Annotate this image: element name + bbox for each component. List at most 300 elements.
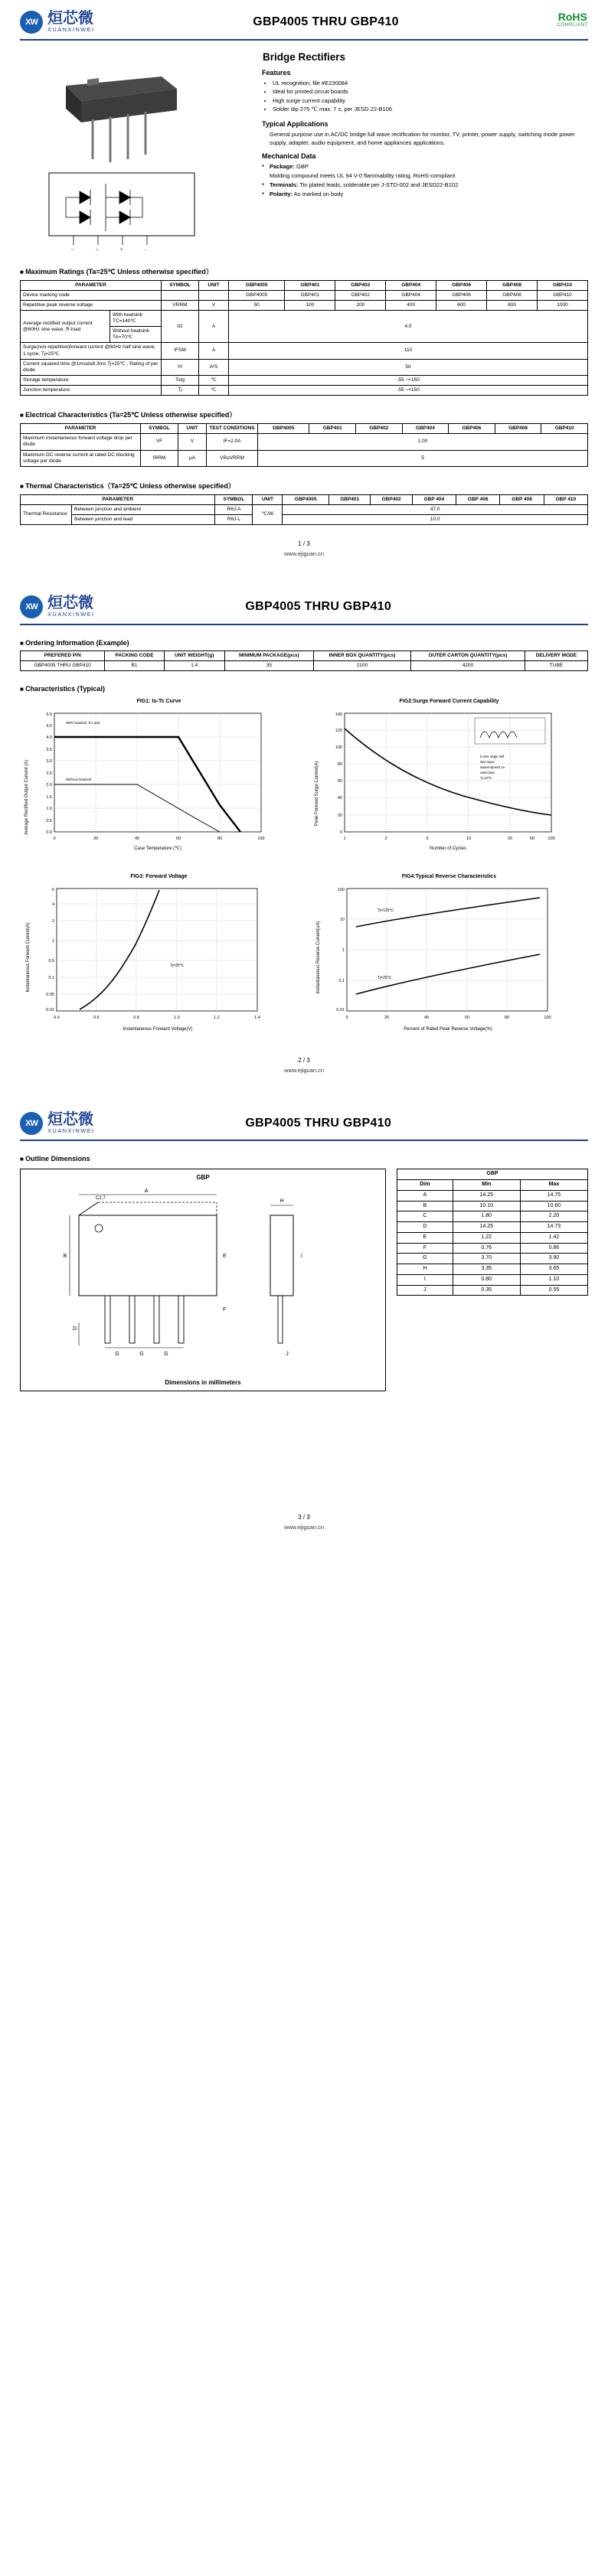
svg-text:100: 100 — [544, 1015, 551, 1020]
cell-param: Current squared time @1ms≤t≤8.3ms Tj=25℃ , Rating of per diode — [21, 359, 162, 375]
cell-param: Repetitive peak reverse voltage — [21, 300, 162, 310]
cell-dim: G — [397, 1254, 453, 1264]
col-gbp408: GBP 408 — [500, 494, 544, 504]
cell-value: 4200 — [410, 660, 525, 670]
cell-symbol: Tstg — [162, 375, 199, 385]
cell-value: 600 — [436, 300, 487, 310]
brand-logo — [20, 1112, 95, 1136]
page-header — [20, 11, 588, 41]
cell-param: Junction temperature — [21, 386, 162, 396]
col-gbp406: GBP 406 — [456, 494, 500, 504]
cell-max: 2.20 — [520, 1211, 587, 1222]
mech-key: Polarity: — [270, 191, 293, 198]
svg-text:0.01: 0.01 — [46, 1007, 54, 1012]
dim-label-G: G — [139, 1352, 144, 1358]
cell-subcond: Without heatsink TA=70℃ — [110, 327, 162, 343]
page-number: 3 / 3 — [298, 1514, 310, 1521]
svg-text:20: 20 — [507, 836, 513, 841]
svg-text:2: 2 — [384, 836, 387, 841]
col-gbp4005: GBP4005 — [229, 280, 285, 290]
svg-text:0.6: 0.6 — [93, 1015, 100, 1020]
cell-value: 5 — [258, 450, 588, 466]
cell-value: 110 — [229, 343, 588, 359]
package-3d-drawing — [20, 69, 242, 168]
svg-text:80: 80 — [504, 1015, 510, 1020]
svg-text:0: 0 — [339, 830, 342, 835]
page-number: 2 / 3 — [298, 1056, 310, 1064]
x-tick-labels — [53, 836, 264, 841]
page-number: 1 / 3 — [298, 540, 310, 548]
table-row — [21, 515, 588, 525]
col-gbp404: GBP404 — [402, 424, 449, 434]
svg-text:5.0: 5.0 — [46, 712, 52, 717]
cell-value: 400 — [386, 300, 436, 310]
list-item: • Ideal for printed circuit boards — [273, 87, 588, 96]
col-gbp408: GBP408 — [487, 280, 538, 290]
svg-text:50: 50 — [529, 836, 535, 841]
svg-text:1: 1 — [51, 938, 54, 944]
chart-note: With heatsink, R-Load — [66, 720, 100, 725]
mech-val: GBP — [294, 162, 309, 170]
chart-note: Tj=25℃ — [170, 963, 185, 968]
pin-label: ~ — [71, 247, 74, 253]
page-gap — [0, 565, 608, 585]
y-tick-labels — [335, 712, 342, 835]
table-row — [21, 310, 588, 326]
cell-unit — [199, 290, 229, 300]
package-label: GBP — [196, 1174, 210, 1182]
cell-symbol: IFSM — [162, 343, 199, 359]
dim-label-F: F — [223, 1307, 227, 1313]
cell-max: 14.75 — [520, 1190, 587, 1201]
cell-unit: ℃/W — [253, 504, 283, 524]
brand-name-en: XUANXINWEI — [47, 611, 95, 618]
cell-value: GBP406 — [436, 290, 487, 300]
table-header-row — [397, 1180, 588, 1191]
dim-label-A: A — [144, 1189, 149, 1195]
col-gbp404: GBP404 — [386, 280, 436, 290]
svg-text:0.1: 0.1 — [48, 975, 54, 980]
cell-max: 3.65 — [520, 1264, 587, 1275]
svg-text:80: 80 — [217, 836, 223, 841]
col-gbp401: GBP401 — [309, 424, 356, 434]
chart-fig4-svg — [310, 881, 570, 1042]
y-axis-label: Instantaneous Reverse Current(uA) — [316, 921, 321, 994]
svg-text:100: 100 — [337, 887, 345, 892]
cell-max: 0.55 — [520, 1285, 587, 1296]
col-prefered-pn: PREFERED P/N — [21, 651, 105, 660]
cell-symbol: VF — [141, 434, 178, 450]
x-axis-label: Instantaneous Forward Voltage(V) — [123, 1026, 193, 1032]
svg-text:100: 100 — [257, 836, 265, 841]
x-tick-labels — [343, 836, 554, 841]
chart-note: sine-wave — [480, 759, 495, 764]
mechanical-title: Mechanical Data — [262, 152, 316, 160]
table-row — [21, 504, 588, 514]
logo-mark-icon: XW — [20, 595, 43, 618]
list-item: • Solder dip 275 ℃ max. 7 s, per JESD 22-B106 — [273, 105, 588, 114]
cell-dim: I — [397, 1274, 453, 1285]
list-item: • High surge current capability — [273, 96, 588, 106]
page-1 — [0, 0, 608, 565]
col-max: Max — [520, 1180, 587, 1191]
col-gbp406: GBP406 — [449, 424, 495, 434]
dimensions-table-wrap — [397, 1169, 588, 1391]
y-tick-labels — [46, 888, 54, 1012]
cell-value: 4.0 — [229, 310, 588, 343]
table-row — [21, 375, 588, 385]
electrical-title: ■ Electrical Characteristics (Ta=25℃ Unless otherwise specified） — [20, 409, 588, 419]
col-unit: UNIT — [253, 494, 283, 504]
chart-fig2 — [310, 699, 588, 859]
cell-min: 3.70 — [453, 1254, 520, 1264]
features-title: Features — [262, 68, 291, 77]
dim-label-J: J — [286, 1352, 289, 1358]
y-tick-labels — [46, 712, 52, 835]
svg-text:0.0: 0.0 — [46, 830, 52, 835]
footer-url: www.ejiguan.cn — [283, 1066, 325, 1074]
cell-max: 14.73 — [520, 1222, 587, 1233]
rohs-badge — [557, 11, 588, 28]
table-row — [397, 1201, 588, 1211]
table-row — [21, 359, 588, 375]
page-gap — [0, 1081, 608, 1101]
svg-text:60: 60 — [464, 1015, 470, 1020]
cell-min: 14.25 — [453, 1190, 520, 1201]
rohs-label: RoHS — [557, 11, 587, 23]
cell-unit: A — [199, 310, 229, 343]
col-gbp401: GBP401 — [329, 494, 370, 504]
svg-text:1.2: 1.2 — [214, 1015, 220, 1020]
cell-min: 1.80 — [453, 1211, 520, 1222]
dim-label-G: G — [164, 1352, 168, 1358]
cell-symbol: I²t — [162, 359, 199, 375]
cell-value: 10.0 — [283, 515, 588, 525]
cell-unit: μA — [178, 450, 207, 466]
cell-dim: J — [397, 1285, 453, 1296]
page-2 — [0, 585, 608, 1081]
cell-value: GBP404 — [386, 290, 436, 300]
cell-max: 0.86 — [520, 1243, 587, 1254]
cell-dim: F — [397, 1243, 453, 1254]
svg-text:4: 4 — [51, 902, 54, 907]
chart-note: Tj=25℃ — [378, 975, 392, 980]
svg-text:4.5: 4.5 — [46, 723, 52, 729]
brand-name-cn: 烜芯微 — [47, 10, 93, 27]
cell-max: 10.60 — [520, 1201, 587, 1211]
chart-fig2-svg — [310, 706, 570, 859]
svg-text:40: 40 — [337, 795, 342, 801]
col-symbol: SYMBOL — [141, 424, 178, 434]
cell-dim: E — [397, 1232, 453, 1243]
svg-text:0: 0 — [53, 836, 56, 841]
cell-symbol: Tj — [162, 386, 199, 396]
cell-value: 200 — [335, 300, 386, 310]
cell-value: 50 — [229, 359, 588, 375]
cell-value: B1 — [105, 660, 164, 670]
svg-text:2.5: 2.5 — [46, 771, 52, 776]
mech-val: Tin plated leads, solderable per J-STD-002 and JESD22-B102 — [298, 181, 459, 188]
dim-label-H: H — [279, 1198, 284, 1205]
svg-text:40: 40 — [134, 836, 140, 841]
col-parameter: PARAMETER — [21, 494, 215, 504]
list-item — [262, 162, 588, 171]
cell-subcond: With heatsink TC=140℃ — [110, 310, 162, 326]
x-tick-labels — [54, 1016, 260, 1020]
brand-name-cn: 烜芯微 — [47, 1110, 93, 1128]
y-axis-label: Instantaneous Forward Current(A) — [26, 922, 31, 993]
svg-text:60: 60 — [337, 778, 342, 784]
svg-text:2: 2 — [51, 918, 54, 924]
svg-text:1.0: 1.0 — [174, 1015, 180, 1020]
pin-label: + — [120, 247, 123, 253]
svg-text:10: 10 — [339, 917, 345, 922]
svg-text:0.4: 0.4 — [54, 1015, 60, 1020]
y-tick-labels — [336, 888, 345, 1012]
col-gbp4005: GBP4005 — [258, 424, 309, 434]
cell-value: -55 ~+150 — [229, 375, 588, 385]
table-header-row — [21, 494, 588, 504]
table-row — [21, 660, 588, 670]
dim-label-D: D — [73, 1326, 77, 1332]
chart-note: Tj=25℃ — [480, 775, 492, 780]
cell-value: 800 — [487, 300, 538, 310]
cell-max: 1.42 — [520, 1232, 587, 1243]
cell-min: 14.25 — [453, 1222, 520, 1233]
col-packing-code: PACKING CODE — [105, 651, 164, 660]
cell-unit: A — [199, 343, 229, 359]
max-ratings-title: ■ Maximum Ratings (Ta=25℃ Unless otherwise specified） — [20, 266, 588, 276]
cell-value: GBP402 — [335, 290, 386, 300]
page-title: GBP4005 THRU GBP410 — [245, 600, 392, 614]
table-header-row — [21, 651, 588, 660]
col-min: Min — [453, 1180, 520, 1191]
svg-text:100: 100 — [335, 745, 342, 750]
cell-value: 1000 — [537, 300, 587, 310]
svg-text:80: 80 — [337, 761, 342, 767]
intro-columns — [20, 69, 588, 253]
cell-condition: IF=2.0A — [207, 434, 258, 450]
brand-name-en: XUANXINWEI — [47, 26, 95, 33]
table-row — [21, 300, 588, 310]
page-title: GBP4005 THRU GBP410 — [253, 15, 399, 28]
dim-label-C27: C2.7 — [96, 1196, 106, 1202]
cell-unit: ℃ — [199, 386, 229, 396]
page-title: GBP4005 THRU GBP410 — [245, 1116, 392, 1130]
dim-label-I: I — [301, 1254, 302, 1260]
logo-mark-icon: XW — [20, 11, 43, 34]
table-row — [397, 1211, 588, 1222]
cell-dim: A — [397, 1190, 453, 1201]
cell-param: Device marking code — [21, 290, 162, 300]
table-row — [397, 1274, 588, 1285]
svg-text:0.5: 0.5 — [48, 958, 54, 964]
chart-caption: FIG1: Io-Tc Curve — [136, 698, 181, 704]
cell-condition: VR≤VRRM — [207, 450, 258, 466]
table-header-row — [21, 424, 588, 434]
cell-dim: C — [397, 1211, 453, 1222]
dim-label-G: G — [115, 1352, 119, 1358]
col-gbp402: GBP402 — [371, 494, 412, 504]
cell-min: 0.80 — [453, 1274, 520, 1285]
chart-fig1 — [20, 699, 298, 859]
list-item: • UL recognition, file #E230084 — [273, 79, 588, 88]
cell-symbol: RθJ-A — [215, 504, 253, 514]
col-parameter: PARAMETER — [21, 280, 162, 290]
cell-value: 35 — [224, 660, 313, 670]
cell-min: 10.10 — [453, 1201, 520, 1211]
svg-text:20: 20 — [93, 836, 99, 841]
ordering-title: ■ Ordering Information (Example) — [20, 639, 588, 647]
cell-value: GBP4005 THRU GBP410 — [21, 660, 105, 670]
mech-key: Package: — [270, 162, 295, 170]
cell-symbol: IO — [162, 310, 199, 343]
applications-title: Typical Applications — [262, 120, 329, 128]
col-inner-box: INNER BOX QUANTITY(pcs) — [313, 651, 410, 660]
table-row — [21, 290, 588, 300]
list-item — [262, 190, 588, 198]
ordering-table — [20, 651, 588, 671]
brand-name-en: XUANXINWEI — [47, 1127, 95, 1134]
svg-text:6: 6 — [51, 887, 54, 892]
svg-text:0.01: 0.01 — [336, 1007, 345, 1012]
chart-note: Without heatsink — [66, 777, 92, 781]
x-axis-label: Number of Cycles — [430, 846, 466, 851]
package-illustrations — [20, 69, 250, 253]
table-row — [21, 434, 588, 450]
cell-value: GBP4005 — [229, 290, 285, 300]
svg-text:20: 20 — [337, 813, 342, 818]
chart-fig4 — [310, 874, 588, 1042]
cell-min: 3.35 — [453, 1264, 520, 1275]
features-list — [262, 79, 588, 115]
svg-text:5: 5 — [426, 836, 429, 841]
charts-row-2 — [20, 874, 588, 1042]
table-row — [397, 1232, 588, 1243]
mech-key: Terminals: — [270, 181, 299, 188]
footer-url: www.ejiguan.cn — [283, 550, 325, 558]
applications-text: General purpose use in AC/DC bridge full wave rectification for monitor, TV, printer, power supply, switching mode power supply, adapter, audio equipment, and home appliances applications. — [270, 131, 575, 147]
drawing-caption: Dimensions in millimeters — [165, 1379, 241, 1387]
col-group: GBP — [397, 1169, 588, 1180]
cell-symbol — [162, 290, 199, 300]
table-row — [397, 1243, 588, 1254]
svg-text:0.05: 0.05 — [46, 992, 54, 997]
chart-note: Tj=125℃ — [378, 908, 394, 913]
cell-dim: D — [397, 1222, 453, 1233]
dim-label-B: B — [63, 1254, 67, 1260]
outline-drawing — [20, 1169, 386, 1391]
chart-caption: FIG2:Surge Forward Current Capability — [399, 698, 499, 704]
cell-value: GBP408 — [487, 290, 538, 300]
svg-text:3.0: 3.0 — [46, 758, 52, 764]
max-ratings-table — [20, 280, 588, 396]
svg-text:60: 60 — [175, 836, 181, 841]
cell-unit: A²S — [199, 359, 229, 375]
col-gbp410: GBP410 — [541, 424, 588, 434]
col-gbp408: GBP408 — [495, 424, 541, 434]
cell-min: 0.35 — [453, 1285, 520, 1296]
cell-value: 100 — [285, 300, 335, 310]
cell-value: GBP410 — [537, 290, 587, 300]
svg-text:1: 1 — [342, 947, 345, 953]
x-tick-labels — [345, 1016, 551, 1020]
col-gbp402: GBP402 — [335, 280, 386, 290]
svg-text:0: 0 — [345, 1015, 348, 1020]
chart-caption: FIG4:Typical Reverse Characteristics — [401, 873, 497, 879]
page-header — [20, 595, 588, 625]
pin-label: - — [145, 247, 146, 253]
svg-text:40: 40 — [423, 1015, 430, 1020]
svg-text:3.5: 3.5 — [46, 747, 52, 752]
cell-max: 1.10 — [520, 1274, 587, 1285]
col-symbol: SYMBOL — [215, 494, 253, 504]
table-header-row — [21, 280, 588, 290]
svg-text:10: 10 — [466, 836, 472, 841]
svg-text:2.0: 2.0 — [46, 782, 52, 787]
charts-row-1 — [20, 699, 588, 859]
cell-dim: B — [397, 1201, 453, 1211]
cell-min: 0.76 — [453, 1243, 520, 1254]
chart-caption: FIG3: Forward Voltage — [130, 873, 188, 879]
page-3 — [0, 1101, 608, 1539]
chart-fig3 — [20, 874, 298, 1042]
svg-text:0.1: 0.1 — [338, 978, 345, 983]
chart-fig1-svg — [20, 706, 280, 859]
svg-text:140: 140 — [335, 712, 342, 717]
col-unit: UNIT — [199, 280, 229, 290]
svg-text:1.0: 1.0 — [46, 806, 52, 811]
cell-value: 50 — [229, 300, 285, 310]
dim-label-E: E — [223, 1254, 227, 1260]
table-row — [397, 1190, 588, 1201]
cell-dim: H — [397, 1264, 453, 1275]
col-unit-weight: UNIT WEIGHT(g) — [164, 651, 224, 660]
col-gbp401: GBP401 — [285, 280, 335, 290]
col-gbp4005: GBP4005 — [283, 494, 329, 504]
cell-symbol: RθJ-L — [215, 515, 253, 525]
svg-text:1.4: 1.4 — [254, 1015, 260, 1020]
col-gbp410: GBP 410 — [544, 494, 587, 504]
chart-note: superimposed on — [480, 765, 505, 769]
y-axis-label: Peak Forward Surge Current(A) — [315, 761, 319, 827]
y-axis-label: Average Rectified Output Current (A) — [25, 759, 29, 836]
page-header — [20, 1112, 588, 1142]
brand-logo — [20, 11, 95, 34]
footer-url: www.ejiguan.cn — [283, 1524, 325, 1531]
svg-text:4.0: 4.0 — [46, 735, 52, 740]
logo-mark-icon: XW — [20, 1112, 43, 1135]
thermal-title: ■ Thermal Characteristics（Ta=25℃ Unless otherwise specified） — [20, 481, 588, 491]
brand-logo — [20, 595, 95, 619]
col-delivery-mode: DELIVERY MODE — [525, 651, 587, 660]
cell-value: 2100 — [313, 660, 410, 670]
cell-value: 1.4 — [164, 660, 224, 670]
cell-value: 47.0 — [283, 504, 588, 514]
cell-unit: ℃ — [199, 375, 229, 385]
cell-value: GBP401 — [285, 290, 335, 300]
mech-note: Molding compound meets UL 94 V-0 flammability rating, RoHS-compliant — [270, 171, 456, 179]
x-axis-label: Case Temperature (℃) — [134, 846, 181, 851]
cell-max: 3.90 — [520, 1254, 587, 1264]
outline-section — [20, 1169, 588, 1391]
cell-group-label: Thermal Resistance — [21, 504, 72, 524]
cell-param: Maximum DC reverse current at rated DC blocking voltage per diode — [21, 450, 141, 466]
cell-param: Average rectified output current @60Hz sine wave, R-load — [21, 310, 110, 343]
svg-text:0.8: 0.8 — [133, 1015, 139, 1020]
x-axis-label: Percent of Rated Peak Reverse Voltage(%) — [404, 1026, 492, 1032]
text-column — [262, 69, 588, 253]
